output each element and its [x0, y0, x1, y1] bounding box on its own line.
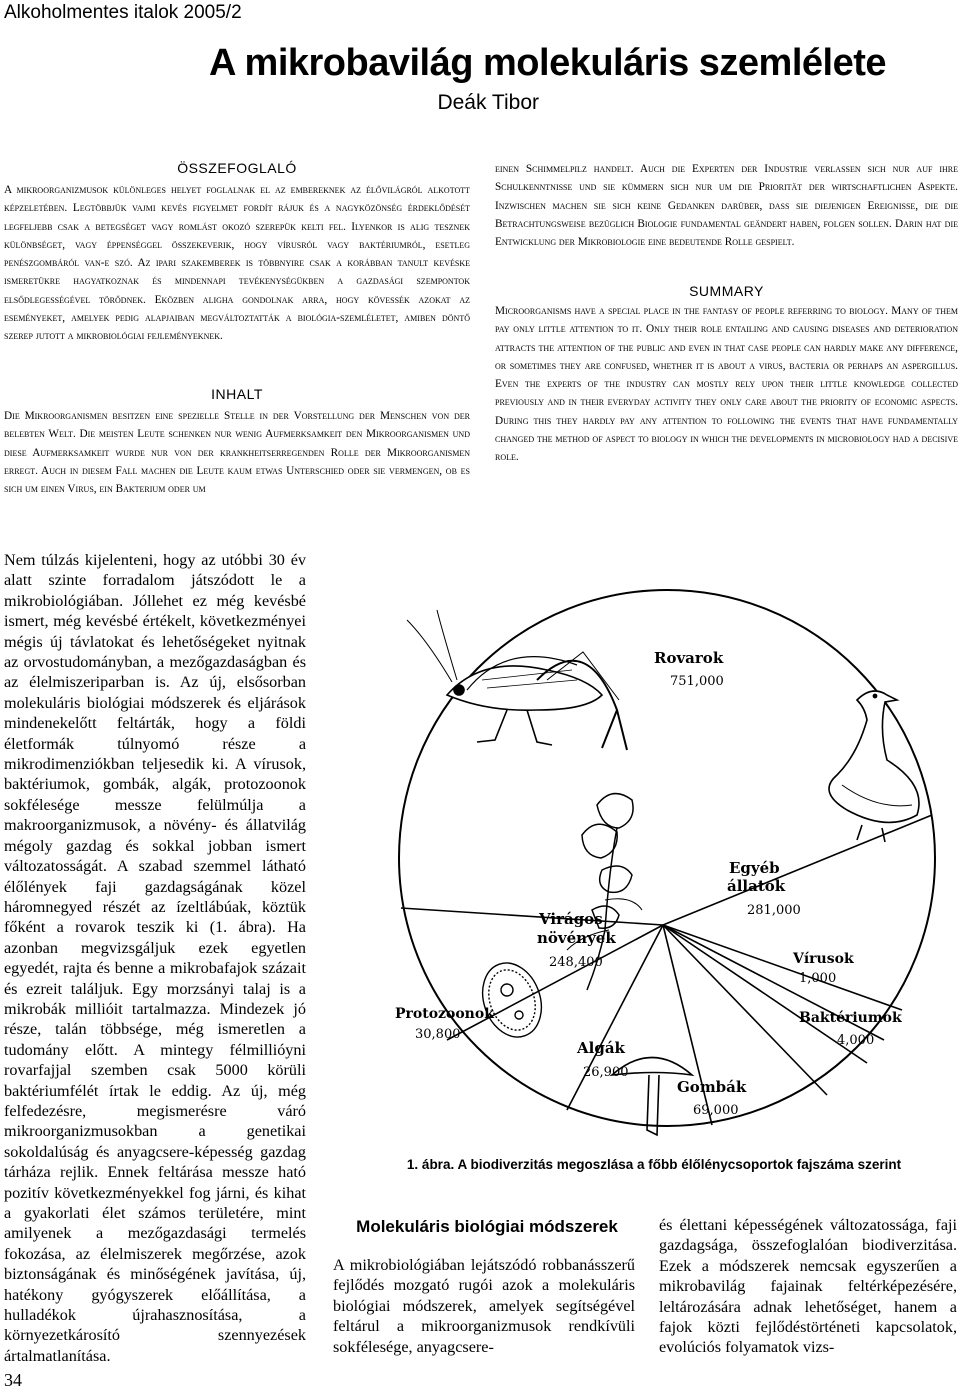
abstract-de-heading: INHALT: [211, 386, 263, 402]
abstract-en-text: Microorganisms have a special place in the fantasy of people referring to biology. Many of them pay only little attention to it. Only their role entailing and causing diseases and deterioration attracts the attention of the public and even in that case people can hardly make any difference, or sometimes they are confused, whether it is about a virus, bacteria or perhaps an aspergillus. Even the experts of the industry can mostly rely upon their little knowledge collected previously and in their everyday activity they only care about the priority of economic aspects. During this they hardly pay any attention to following the events that have fundamentally changed the method of aspect to biology in which the developments in microbiology had a decisive role.: [495, 305, 958, 464]
label-virusok: Vírusok: [793, 951, 854, 967]
label-rovarok: Rovarok: [654, 649, 724, 667]
author-name: Deák Tibor: [437, 91, 539, 114]
abstract-hu-text: A mikroorganizmusok különleges helyet foglalnak el az embereknek az élővilágról alkotott képzeletében. Legtöbbjük vajmi kevés figyelmet fordít rájuk és a nagyközönség érdeklődését legfeljebb csak a betegséget vagy romlást okozó szerepük kelti fel. Ilyenkor is alig tesznek különbséget, vagy éppenséggel összekeverik, hogy vírusról vagy baktériumról, esetleg penészgombáról van-e szó. Az ipari szakemberek is többnyire csak a korábban tanult kevéske ismeretükre hagyatkoznak és mindennapi tevékenységükben a gazdasági szempontok elsődlegességével törődnek. Eközben aligha gondolnak arra, hogy kövessék azokat az eseményeket, amelyek pedig alapjaiban megváltoztatták a biológia-szemléletet, amiben döntő szerep jutott a mikrobiológiai fejleményeknek.: [4, 184, 470, 343]
journal-header: Alkoholmentes italok 2005/2: [4, 2, 242, 23]
label-egyeb: Egyéb: [729, 859, 780, 877]
count-algak: 26,900: [583, 1065, 629, 1080]
count-gombak: 69,000: [693, 1103, 739, 1118]
label-gombak: Gombák: [677, 1078, 747, 1096]
count-viragos: 248,400: [549, 955, 603, 970]
grasshopper-icon: [407, 610, 627, 750]
duck-icon: [829, 691, 919, 842]
body-left-column: Nem túlzás kijelenteni, hogy az utóbbi 30 év alatt szinte forradalom játszódott le a mikrobiológiában. Jóllehet ez még kevésbé ismert, még kevésbé értékelt, következményei mégis új távlatokat és lehetőségeket nyitnak az orvostudományban, a mezőgazdaságban és az élelmiszeriparban is. Az új, elsősorban molekuláris biológiai módszerek és eljárások mindenekelőtt feltárták, hogy a földi életformák túlnyomó része a mikrodimenziókban teljesedik ki. A vírusok, baktériumok, gombák, algák, protozoonok sokfélesége messze felülmúlja a makroorganizmusok, a növény- és állatvilág mégoly gazdag és sokkal jobban ismert változatosságát. A szabad szemmel látható élőlények faji gazdagságának közel háromnegyed részét az ízeltlábúak, köztük főként a rovarok teszik ki (1. ábra). Ha azonban megvizsgáljuk ezek egyetlen egyedét, rajta és benne a mikrobafajok százait és ezreit találjuk. Egy morzsányi talaj is a mikrobák millióit tartalmazza. Mindezek jó része, talán többsége, még ismeretlen a tudomány előtt. A mintegy félmillióyni rovarfajjal szemben csak 5000 körüli baktériumfélét írtak le eddig. Az új, még felfedezésre, megismerésre váró mikroorganizmusokban a genetikai sokoldalúság és anyagcsere-képesség gazdag tárháza rejlik. Ennek feltárása messze ható pozitív következményekkel fog járni, és kihat a gyakorlati élet számos területére, mint amilyenek a mezőgazdasági termelés fokozása, az élelmiszerek megőrzése, azok biztonságának és minőségének javítása, új, hatékony gyógyszerek előállítása, a hulladékok újrahasznosítása, a környezetkárosító szennyezések ártalmatlanítása.: [4, 551, 306, 1365]
label-viragos-2: növények: [537, 929, 616, 947]
count-virusok: 1,000: [799, 971, 837, 986]
protozoan-icon: [473, 955, 552, 1046]
label-protozoonok: Protozoonok: [395, 1006, 494, 1022]
biodiversity-figure: [387, 570, 937, 1145]
body-middle-column: A mikrobiológiában lejátszódó robbanásszerű fejlődés mozgató rugói azok a molekuláris biológiai módszerek, amelyek segítségével feltárul a mikroorganizmusok rendkívüli sokfélesége, anyagcsere-: [333, 1256, 635, 1356]
slice-lines: [401, 815, 932, 1125]
label-algak: Algák: [577, 1039, 625, 1057]
label-egyeb-2: állatok: [727, 877, 786, 895]
count-egyeb: 281,000: [747, 903, 801, 918]
abstract-hu-heading: ÖSSZEFOGLALÓ: [177, 160, 297, 176]
label-viragos: Virágos: [539, 910, 603, 928]
article-title: A mikrobavilág molekuláris szemlélete: [208, 42, 886, 84]
section-subheading: Molekuláris biológiai módszerek: [356, 1217, 618, 1236]
abstract-de-text: Die Mikroorganismen besitzen eine spezielle Stelle in der Vorstellung der Menschen von der belebten Welt. Die meisten Leute schenken nur wenig Aufmerksamkeit den Mikroorganismen und diese Aufmerksamkeit wurde nur von der krankheitserregenden Rolle der Mikroorganismen erregt. Auch in diesem Fall machen die Leute kaum etwas Unterschied oder sie vermengen, ob es sich um einen Virus, ein Bakterium oder um: [4, 410, 470, 496]
abstract-de-continuation: einen Schimmelpilz handelt. Auch die Experten der Industrie verlassen sich nur auf ihre Schulkenntnisse und sie kümmern sich nur um die Priorität der wirtschaftlichen Aspekte. Inzwischen machen sie sich keine Gedanken darüber, dass sie diejenigen Ereignisse, die die Betrachtungsweise bezüglich Biologie fundamental geändert haben, folgen sollen. Darin hat die Entwicklung der Mikrobiologie eine bedeutende Rolle gespielt.: [495, 163, 958, 249]
abstract-en-heading: SUMMARY: [689, 283, 764, 299]
figure-caption: 1. ábra. A biodiverzitás megoszlása a főbb élőlénycsoportok fajszáma szerint: [406, 1157, 902, 1172]
count-protozoonok: 30,800: [415, 1027, 461, 1042]
page-number: 34: [4, 1370, 22, 1390]
count-bakteriumok: 4,000: [837, 1033, 875, 1048]
label-bakteriumok: Baktériumok: [799, 1010, 902, 1026]
biodiversity-pie: [387, 570, 937, 1145]
body-right-column: és élettani képességének változatossága, faji gazdagsága, összefoglalóan biodiverzitása. Ezek a módszerek nemcsak egyszerűen a mikrobavilág fajainak feltérképezésére, leltározására adnak lehetőséget, hanem a fajok közti fejlődéstörténeti kapcsolatok, evolúciós folyamatok vizs-: [659, 1216, 957, 1357]
count-rovarok: 751,000: [670, 674, 724, 689]
